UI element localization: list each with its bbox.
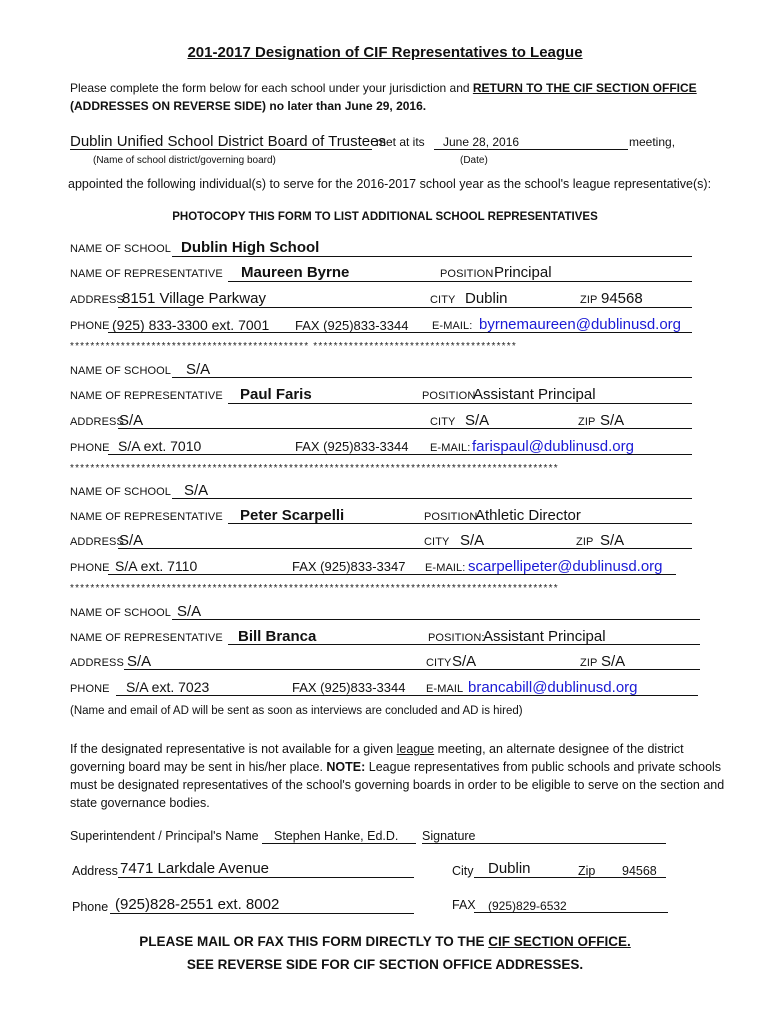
rep-label: NAME OF REPRESENTATIVE (70, 511, 223, 523)
appointed-text: appointed the following individual(s) to serve for the 2016-2017 school year as the school's league representative(s): (68, 177, 712, 191)
meeting-text: meeting, (629, 135, 676, 149)
zip-value[interactable]: S/A (601, 653, 626, 670)
board-name-caption: (Name of school district/governing board) (93, 155, 276, 166)
address-label: Address (72, 864, 118, 878)
zip-label: ZIP (576, 536, 594, 548)
zip-label: ZIP (580, 657, 598, 669)
phone-label: PHONE (70, 442, 110, 454)
board-name: Dublin Unified School District Board of Trustees (70, 133, 386, 150)
fax-value[interactable]: FAX (925)833-3347 (292, 559, 406, 574)
school-label: NAME OF SCHOOL (70, 607, 172, 619)
email-label: E-MAIL: (432, 320, 473, 332)
phone-value[interactable]: S/A ext. 7023 (126, 679, 210, 695)
signature-label: Signature (422, 829, 476, 843)
intro-line-2 (70, 99, 426, 113)
footer-text: PLEASE MAIL OR FAX THIS FORM DIRECTLY TO THE (139, 934, 489, 949)
email-value[interactable]: brancabill@dublinusd.org (468, 679, 638, 696)
date-caption: (Date) (460, 155, 488, 166)
position-label: POSITION (424, 511, 478, 523)
cif-section-office: CIF SECTION OFFICE. (488, 934, 631, 949)
phone-label: PHONE (70, 683, 110, 695)
address-value[interactable]: S/A (119, 412, 144, 429)
separator-stars: *********************************************** **************************************** (70, 341, 517, 352)
position-value[interactable]: Principal (494, 264, 552, 281)
note-label: NOTE: (326, 760, 366, 774)
rep-label: NAME OF REPRESENTATIVE (70, 632, 223, 644)
rep-name[interactable]: Bill Branca (238, 628, 317, 645)
intro-deadline-text: no later than June 29, 2016. (266, 99, 427, 113)
phone-label: PHONE (70, 320, 110, 332)
intro-line-1 (70, 81, 697, 95)
superintendent-fax[interactable]: (925)829-6532 (488, 899, 567, 913)
zip-label: ZIP (580, 294, 598, 306)
school-name[interactable]: S/A (186, 361, 211, 378)
position-value[interactable]: Athletic Director (475, 507, 581, 524)
phone-value[interactable]: S/A ext. 7110 (115, 558, 198, 574)
fax-value[interactable]: FAX (925)833-3344 (295, 318, 409, 333)
school-label: NAME OF SCHOOL (70, 243, 172, 255)
rep-name[interactable]: Maureen Byrne (241, 264, 350, 281)
city-value[interactable]: S/A (465, 412, 490, 429)
address-value[interactable]: 8151 Village Parkway (122, 290, 266, 307)
zip-value[interactable]: S/A (600, 412, 625, 429)
fax-value[interactable]: FAX (925)833-3344 (292, 680, 406, 695)
email-label: E-MAIL: (425, 562, 466, 574)
address-label: ADDRESS (70, 294, 124, 306)
city-label: CITY (424, 536, 450, 548)
superintendent-city[interactable]: Dublin (488, 860, 531, 877)
form-title: 201-2017 Designation of CIF Representatives to League (187, 44, 583, 61)
email-value[interactable]: farispaul@dublinusd.org (472, 438, 634, 455)
ad-note: (Name and email of AD will be sent as soon as interviews are concluded and AD is hired) (70, 705, 523, 717)
intro-text: Please complete the form below for each school under your jurisdiction and (70, 81, 473, 95)
zip-label: ZIP (578, 416, 596, 428)
superintendent-zip[interactable]: 94568 (622, 864, 657, 878)
rep-label: NAME OF REPRESENTATIVE (70, 268, 223, 280)
city-value[interactable]: Dublin (465, 290, 508, 307)
email-value[interactable]: scarpellipeter@dublinusd.org (468, 558, 663, 575)
city-label: CITY (426, 657, 452, 669)
zip-label: Zip (578, 864, 596, 878)
separator-stars: ************************************************************************************************ (70, 463, 559, 474)
email-label: E-MAIL: (430, 442, 471, 454)
intro-addresses-text: (ADDRESSES ON REVERSE SIDE) (70, 99, 267, 113)
rep-name[interactable]: Paul Faris (240, 386, 312, 403)
address-value[interactable]: S/A (119, 532, 144, 549)
phone-label: Phone (72, 900, 109, 914)
instructions-paragraph (70, 740, 730, 812)
school-name[interactable]: S/A (177, 603, 202, 620)
superintendent-phone[interactable]: (925)828-2551 ext. 8002 (115, 896, 280, 913)
superintendent-address[interactable]: 7471 Larkdale Avenue (120, 860, 270, 877)
phone-value[interactable]: S/A ext. 7010 (118, 438, 202, 454)
position-value[interactable]: Assistant Principal (483, 628, 606, 645)
phone-value[interactable]: (925) 833-3300 ext. 7001 (112, 317, 270, 333)
intro-return-text: RETURN TO THE CIF SECTION OFFICE (472, 81, 697, 95)
superintendent-name-label: Superintendent / Principal's Name (70, 829, 259, 843)
footer-line-2: SEE REVERSE SIDE FOR CIF SECTION OFFICE ADDRESSES. (186, 957, 584, 972)
address-label: ADDRESS (70, 536, 124, 548)
email-value[interactable]: byrnemaureen@dublinusd.org (479, 316, 682, 333)
city-value[interactable]: S/A (460, 532, 485, 549)
paragraph-text: meeting, an alternate designee of the district governing board may be sent in his/her place. (70, 742, 684, 774)
separator-stars: ************************************************************************************************ (70, 583, 559, 594)
city-label: City (452, 864, 474, 878)
email-label: E-MAIL (426, 683, 464, 695)
address-label: ADDRESS (70, 657, 124, 669)
photocopy-notice: PHOTOCOPY THIS FORM TO LIST ADDITIONAL SCHOOL REPRESENTATIVES (172, 211, 598, 223)
address-label: ADDRESS (70, 416, 124, 428)
school-label: NAME OF SCHOOL (70, 486, 172, 498)
rep-name[interactable]: Peter Scarpelli (240, 507, 345, 524)
zip-value[interactable]: 94568 (601, 290, 643, 307)
superintendent-name[interactable]: Stephen Hanke, Ed.D. (274, 829, 399, 843)
city-label: CITY (430, 416, 456, 428)
footer-line-1 (0, 934, 770, 949)
address-value[interactable]: S/A (127, 653, 152, 670)
fax-label: FAX (452, 898, 476, 912)
league-word: league (396, 742, 435, 756)
position-label: POSITION: (428, 632, 485, 644)
fax-value[interactable]: FAX (925)833-3344 (295, 439, 409, 454)
phone-label: PHONE (70, 562, 110, 574)
city-value[interactable]: S/A (452, 653, 477, 670)
position-label: POSITION (440, 268, 494, 280)
city-label: CITY (430, 294, 456, 306)
paragraph-text: If the designated representative is not available for a given (70, 742, 397, 756)
met-at-text: met at its (376, 135, 425, 149)
zip-value[interactable]: S/A (600, 532, 625, 549)
school-name[interactable]: Dublin High School (181, 239, 320, 256)
meeting-date: June 28, 2016 (443, 135, 520, 149)
school-label: NAME OF SCHOOL (70, 365, 172, 377)
position-value[interactable]: Assistant Principal (473, 386, 596, 403)
position-label: POSITION (422, 390, 476, 402)
rep-label: NAME OF REPRESENTATIVE (70, 390, 223, 402)
school-name[interactable]: S/A (184, 482, 209, 499)
paragraph-text: League representatives from public schools and private schools must be designated representatives of the school's governing boards in order to be eligible to serve on the section and state governance bodies. (70, 760, 725, 810)
